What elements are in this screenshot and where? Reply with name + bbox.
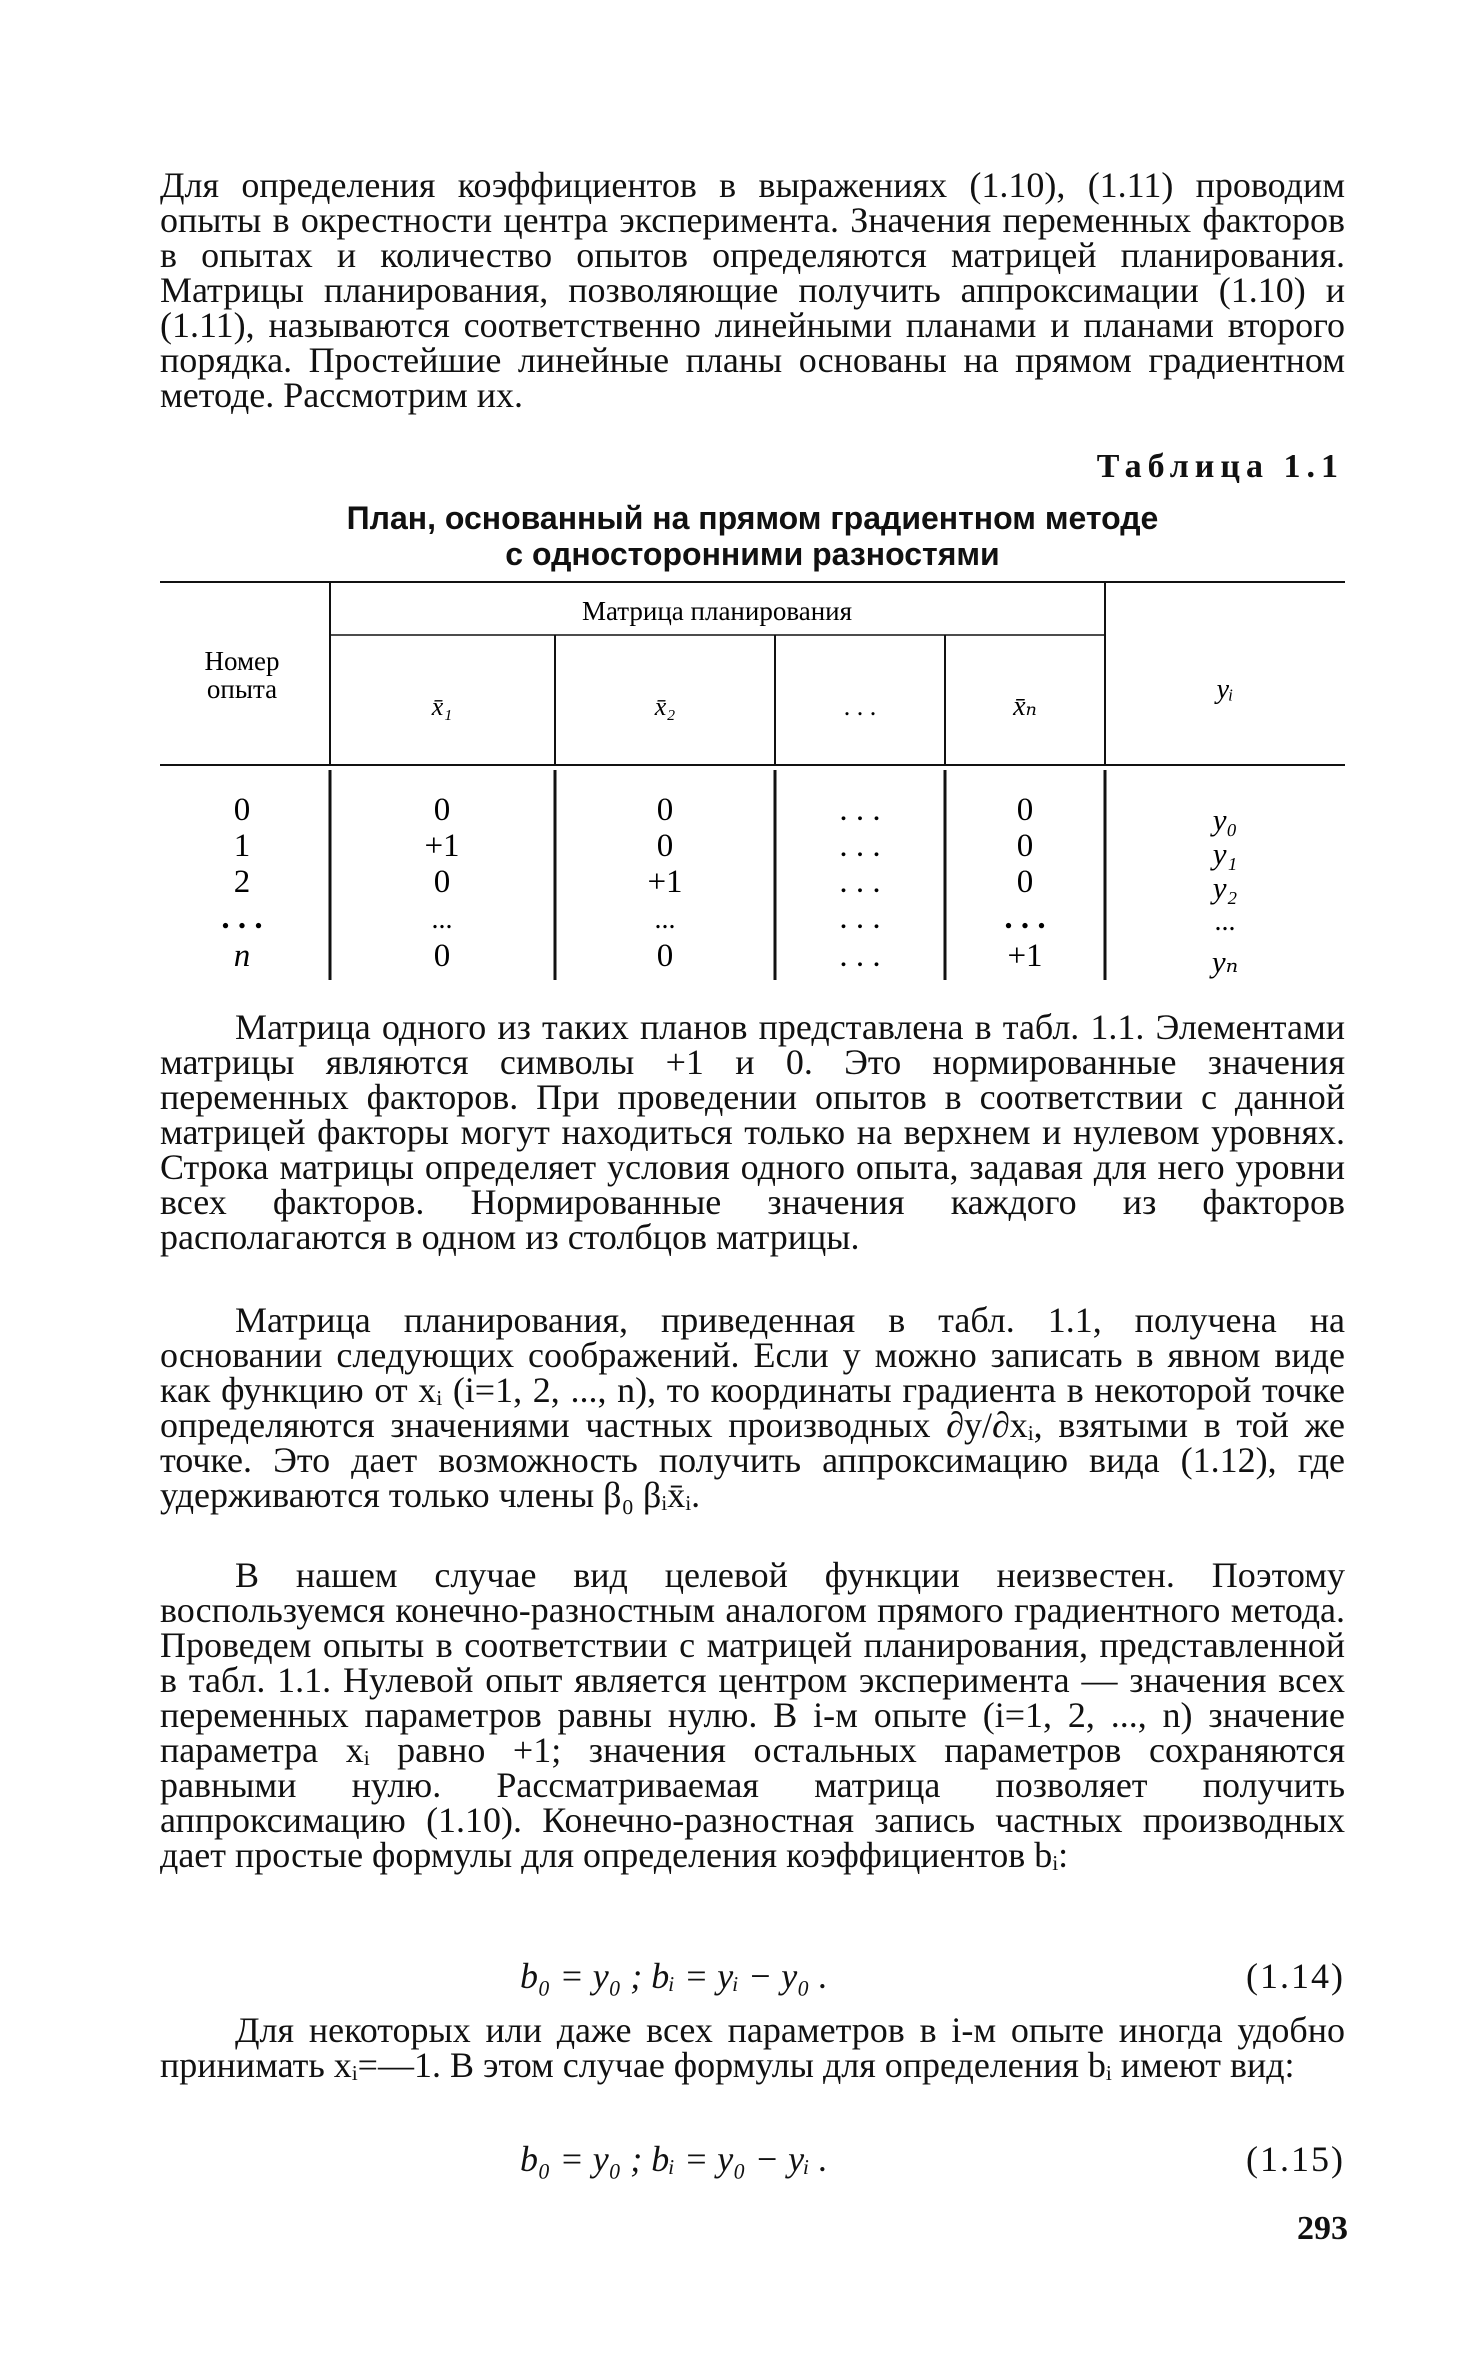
table-label: Таблица 1.1 xyxy=(1096,448,1344,485)
row-1-dots: . . . xyxy=(839,828,881,864)
row-4-x2: 0 xyxy=(656,938,674,974)
paragraph-3: В нашем случае вид целевой функции неизвестен. Поэтому воспользуемся конечно-разностным аналогом прямого градиентного метода. Проведем опыты в соответствии с матрицей планирования, представленной в табл. 1.1. Нулевой опыт является центром эксперимента — значения всех переменных параметров равны нулю. В i-м опыте (i=1, 2, ..., n) значение параметра xᵢ равно +1; значения остальных параметров сохраняются равными нулю. Рассматриваемая матрица позволяет получить аппроксимацию (1.10). Конечно-разностная запись частных производных дает простые формулы для определения коэффициентов bᵢ: xyxy=(160,1555,1345,1875)
row-2-y: y₂ xyxy=(1212,870,1238,905)
row-3-xn: . . . xyxy=(1004,900,1046,936)
row-2-x1: 0 xyxy=(433,864,451,900)
row-3-n: . . . xyxy=(221,900,263,936)
formula-1-14-number: (1.14) xyxy=(1246,1956,1345,1996)
row-1-xn: 0 xyxy=(1016,828,1034,864)
formula-1-14-expression: b₀ = y₀ ; bᵢ = yᵢ − y₀ . xyxy=(520,1956,828,1996)
row-4-xn: +1 xyxy=(1007,938,1043,974)
header-matrix: Матрица планирования xyxy=(581,596,853,626)
row-3-x2: ... xyxy=(654,904,676,935)
row-4-y: yₙ xyxy=(1211,944,1239,979)
row-2-x2: +1 xyxy=(647,864,683,900)
row-0-xn: 0 xyxy=(1016,792,1034,828)
table-body xyxy=(221,792,1238,979)
paragraph-1: Матрица одного из таких планов представлена в табл. 1.1. Элементами матрицы являются символы +1 и 0. Это нормированные значения переменных факторов. При проведении опытов в соответствии с данной матрицей факторы могут находиться только на верхнем и нулевом уровнях. Строка матрицы определяет условия одного опыта, задавая для него уровни всех факторов. Нормированные значения каждого из факторов располагаются в одном из столбцов матрицы. xyxy=(160,1007,1345,1257)
header-x1: x̄₁ xyxy=(431,692,453,721)
row-1-y: y₁ xyxy=(1212,836,1238,871)
row-0-dots: . . . xyxy=(839,792,881,828)
table-title-line-1: План, основанный на прямом градиентном методе xyxy=(346,500,1159,536)
row-0-n: 0 xyxy=(233,792,251,828)
header-xn: x̄ₙ xyxy=(1013,691,1037,722)
intro-paragraph: Для определения коэффициентов в выражениях (1.10), (1.11) проводим опыты в окрестности центра эксперимента. Значения переменных факторов в опытах и количество опытов определяются матрицей планирования. Матрицы планирования, позволяющие получить аппроксимации (1.10) и (1.11), называются соответственно линейными планами и планами второго порядка. Простейшие линейные планы основаны на прямом градиентном методе. Рассмотрим их. xyxy=(160,165,1345,415)
paragraph-2: Матрица планирования, приведенная в табл. 1.1, получена на основании следующих соображений. Если y можно записать в явном виде как функцию от xᵢ (i=1, 2, ..., n), то координаты градиента в некоторой точке определяются значениями частных производных ∂y/∂xᵢ, взятыми в той же точке. Это дает возможность получить аппроксимацию вида (1.12), где удерживаются только члены β₀ βᵢx̄ᵢ. xyxy=(160,1300,1345,1515)
row-4-dots: . . . xyxy=(839,938,881,974)
row-3-y: ... xyxy=(1214,906,1236,937)
header-x2: x̄₂ xyxy=(654,692,676,721)
table-title xyxy=(160,500,1345,572)
row-1-x2: 0 xyxy=(656,828,674,864)
header-run-line-1: Номер xyxy=(204,646,280,676)
plan-table xyxy=(160,580,1345,1000)
row-0-x2: 0 xyxy=(656,792,674,828)
row-2-xn: 0 xyxy=(1016,864,1034,900)
row-1-n: 1 xyxy=(233,828,251,864)
formula-1-15-number: (1.15) xyxy=(1246,2139,1345,2179)
row-0-y: y₀ xyxy=(1212,802,1238,837)
row-1-x1: +1 xyxy=(424,828,460,864)
header-y: yᵢ xyxy=(1216,674,1234,705)
row-2-n: 2 xyxy=(233,864,251,900)
row-2-dots: . . . xyxy=(839,864,881,900)
formula-1-15-expression: b₀ = y₀ ; bᵢ = y₀ − yᵢ . xyxy=(520,2139,828,2179)
row-4-x1: 0 xyxy=(433,938,451,974)
page-number: 293 xyxy=(1297,2210,1348,2247)
header-run-line-2: опыта xyxy=(206,674,278,704)
row-3-dots: . . . xyxy=(839,900,881,936)
row-0-x1: 0 xyxy=(433,792,451,828)
row-4-n: n xyxy=(233,938,251,974)
table-title-line-2: с односторонними разностями xyxy=(505,536,1000,572)
row-3-x1: ... xyxy=(431,904,453,935)
paragraph-4: Для некоторых или даже всех параметров в i-м опыте иногда удобно принимать xᵢ=—1. В этом случае формулы для определения bᵢ имеют вид: xyxy=(160,2010,1345,2085)
header-dots: . . . xyxy=(843,692,877,721)
